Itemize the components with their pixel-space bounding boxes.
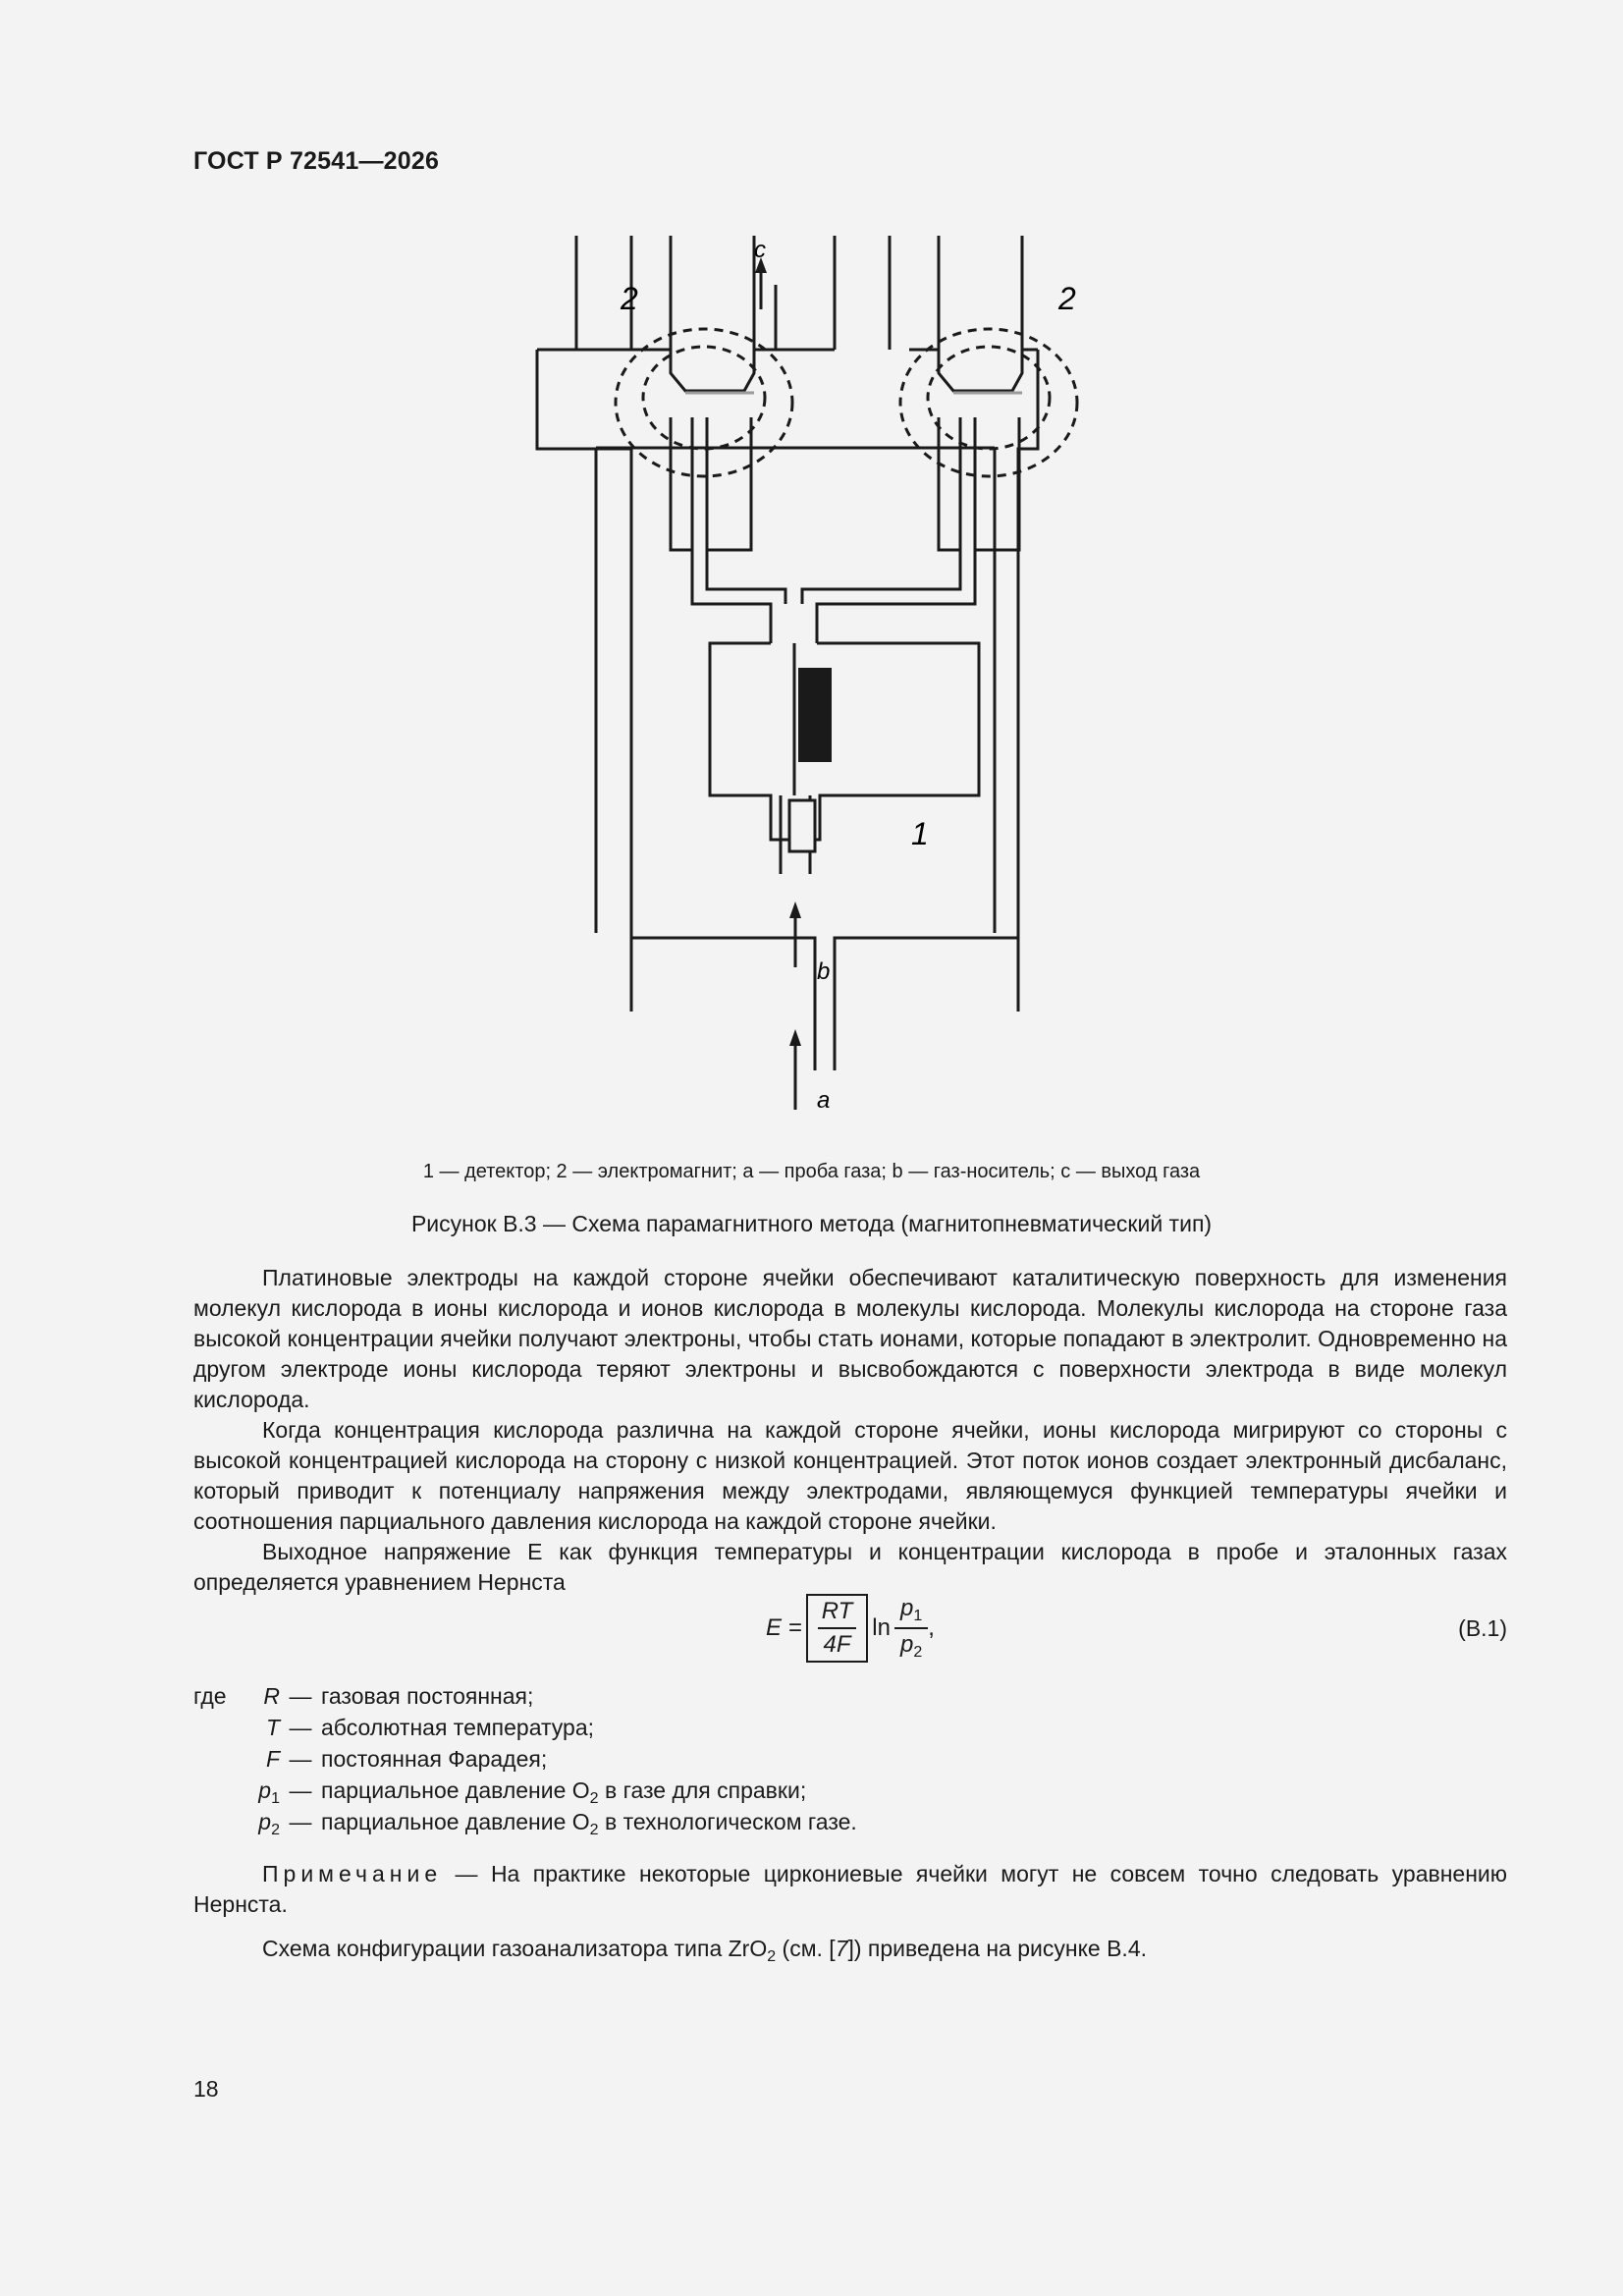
equation-ln: ln <box>872 1614 891 1641</box>
definition-symbol: T <box>265 1715 280 1740</box>
definition-symbol: F <box>265 1746 280 1772</box>
definition-text: парциальное давление $O_2$ в технологическом газе. <box>321 1809 857 1838</box>
figure-legend: 1 — детектор; 2 — электромагнит; a — проба газа; b — газ-носитель; c — выход газа <box>422 1161 1201 1182</box>
detector-small-element <box>789 800 815 851</box>
note-text: — На практике некоторые циркониевые ячейки могут не совсем точно следовать уравнению Нернста. <box>193 1861 1507 1917</box>
note-label: Примечание <box>262 1861 443 1886</box>
definition-symbol: R <box>263 1683 280 1709</box>
detector-chamber <box>710 643 979 840</box>
label-magnet-right: 2 <box>1058 281 1076 316</box>
definition-dash: — <box>289 1809 312 1834</box>
definition-text: газовая постоянная; <box>321 1683 534 1709</box>
equation-fraction <box>894 1595 928 1662</box>
equation-lhs: E = <box>766 1614 802 1641</box>
left-tubes <box>671 417 751 550</box>
definition-dash: — <box>289 1777 312 1803</box>
label-detector: 1 <box>911 816 929 851</box>
body-paragraphs <box>193 1263 1507 1598</box>
paragraph-2: Когда концентрация кислорода различна на каждой стороне ячейки, ионы кислорода мигрируют со стороны с высокой концентрацией кислорода на сторону с низкой концентрацией. Этот поток ионов создает электронный дисбаланс, который приводит к потенциалу напряжения между электродами, являющемуся функцией температуры ячейки и соотношения парциального давления кислорода на каждой стороне ячейки. <box>193 1417 1507 1534</box>
label-a: a <box>817 1087 831 1114</box>
fraction-numerator: $p_1$ <box>894 1595 928 1629</box>
arrow-b <box>789 902 801 918</box>
definition-dash: — <box>289 1683 312 1709</box>
arrow-a <box>789 1029 801 1046</box>
definition-lead: где <box>193 1683 227 1709</box>
equation-number: (В.1) <box>1458 1615 1507 1641</box>
definition-row <box>193 1713 857 1744</box>
page-number: 18 <box>193 2076 219 2102</box>
bracket-numerator: RT <box>818 1598 857 1629</box>
left-branch <box>692 550 785 643</box>
nernst-equation <box>766 1589 935 1667</box>
paramagnetic-scheme-figure <box>511 236 1100 1120</box>
detector-element <box>798 668 832 762</box>
definition-symbol: $p_1$ <box>258 1777 280 1807</box>
magnet-right <box>939 236 1022 391</box>
definition-row <box>193 1744 857 1776</box>
definition-row <box>193 1776 857 1807</box>
label-b: b <box>817 958 831 985</box>
bracket-denominator: 4F <box>823 1631 851 1658</box>
definition-dash: — <box>289 1715 312 1740</box>
reference-link[interactable]: 7 <box>835 1936 848 1961</box>
figure-caption: Рисунок В.3 — Схема парамагнитного метода (магнитопневматический тип) <box>410 1211 1213 1236</box>
definition-row <box>193 1681 857 1713</box>
note-paragraph <box>193 1859 1507 1920</box>
paragraph-1: Платиновые электроды на каждой стороне ячейки обеспечивают каталитическую поверхность для изменения молекул кислорода в ионы кислорода и ионов кислорода в молекулы кислорода. Молекулы кислорода на стороне газа высокой концентрации ячейки получают электроны, чтобы стать ионами, которые попадают в электролит. Одновременно на другом электроде ионы кислорода теряют электроны и высвобождаются с поверхности электрода в виде молекул кислорода. <box>193 1265 1507 1412</box>
definition-symbol: $p_2$ <box>258 1809 280 1838</box>
magnet-left <box>671 236 754 391</box>
paragraph-3: Выходное напряжение E как функция температуры и концентрации кислорода в пробе и эталонных газах определяется уравнением Нернста <box>193 1539 1507 1595</box>
closing-paragraph: Схема конфигурации газоанализатора типа ZrO$_2$ (см. [7]) приведена на рисунке В.4. <box>262 1936 1147 1965</box>
label-magnet-left: 2 <box>621 281 638 316</box>
definition-text: абсолютная температура; <box>321 1715 594 1740</box>
definition-dash: — <box>289 1746 312 1772</box>
label-c: c <box>754 237 766 263</box>
definition-text: постоянная Фарадея; <box>321 1746 548 1772</box>
definition-row <box>193 1807 857 1838</box>
definition-text: парциальное давление $O_2$ в газе для справки; <box>321 1777 807 1807</box>
fraction-denominator: $p_2$ <box>899 1631 923 1661</box>
equation-bracket <box>806 1594 869 1663</box>
document-header: ГОСТ Р 72541—2026 <box>193 147 440 175</box>
right-branch <box>802 550 975 643</box>
equation-comma: , <box>928 1614 935 1641</box>
symbol-definitions <box>193 1681 857 1838</box>
